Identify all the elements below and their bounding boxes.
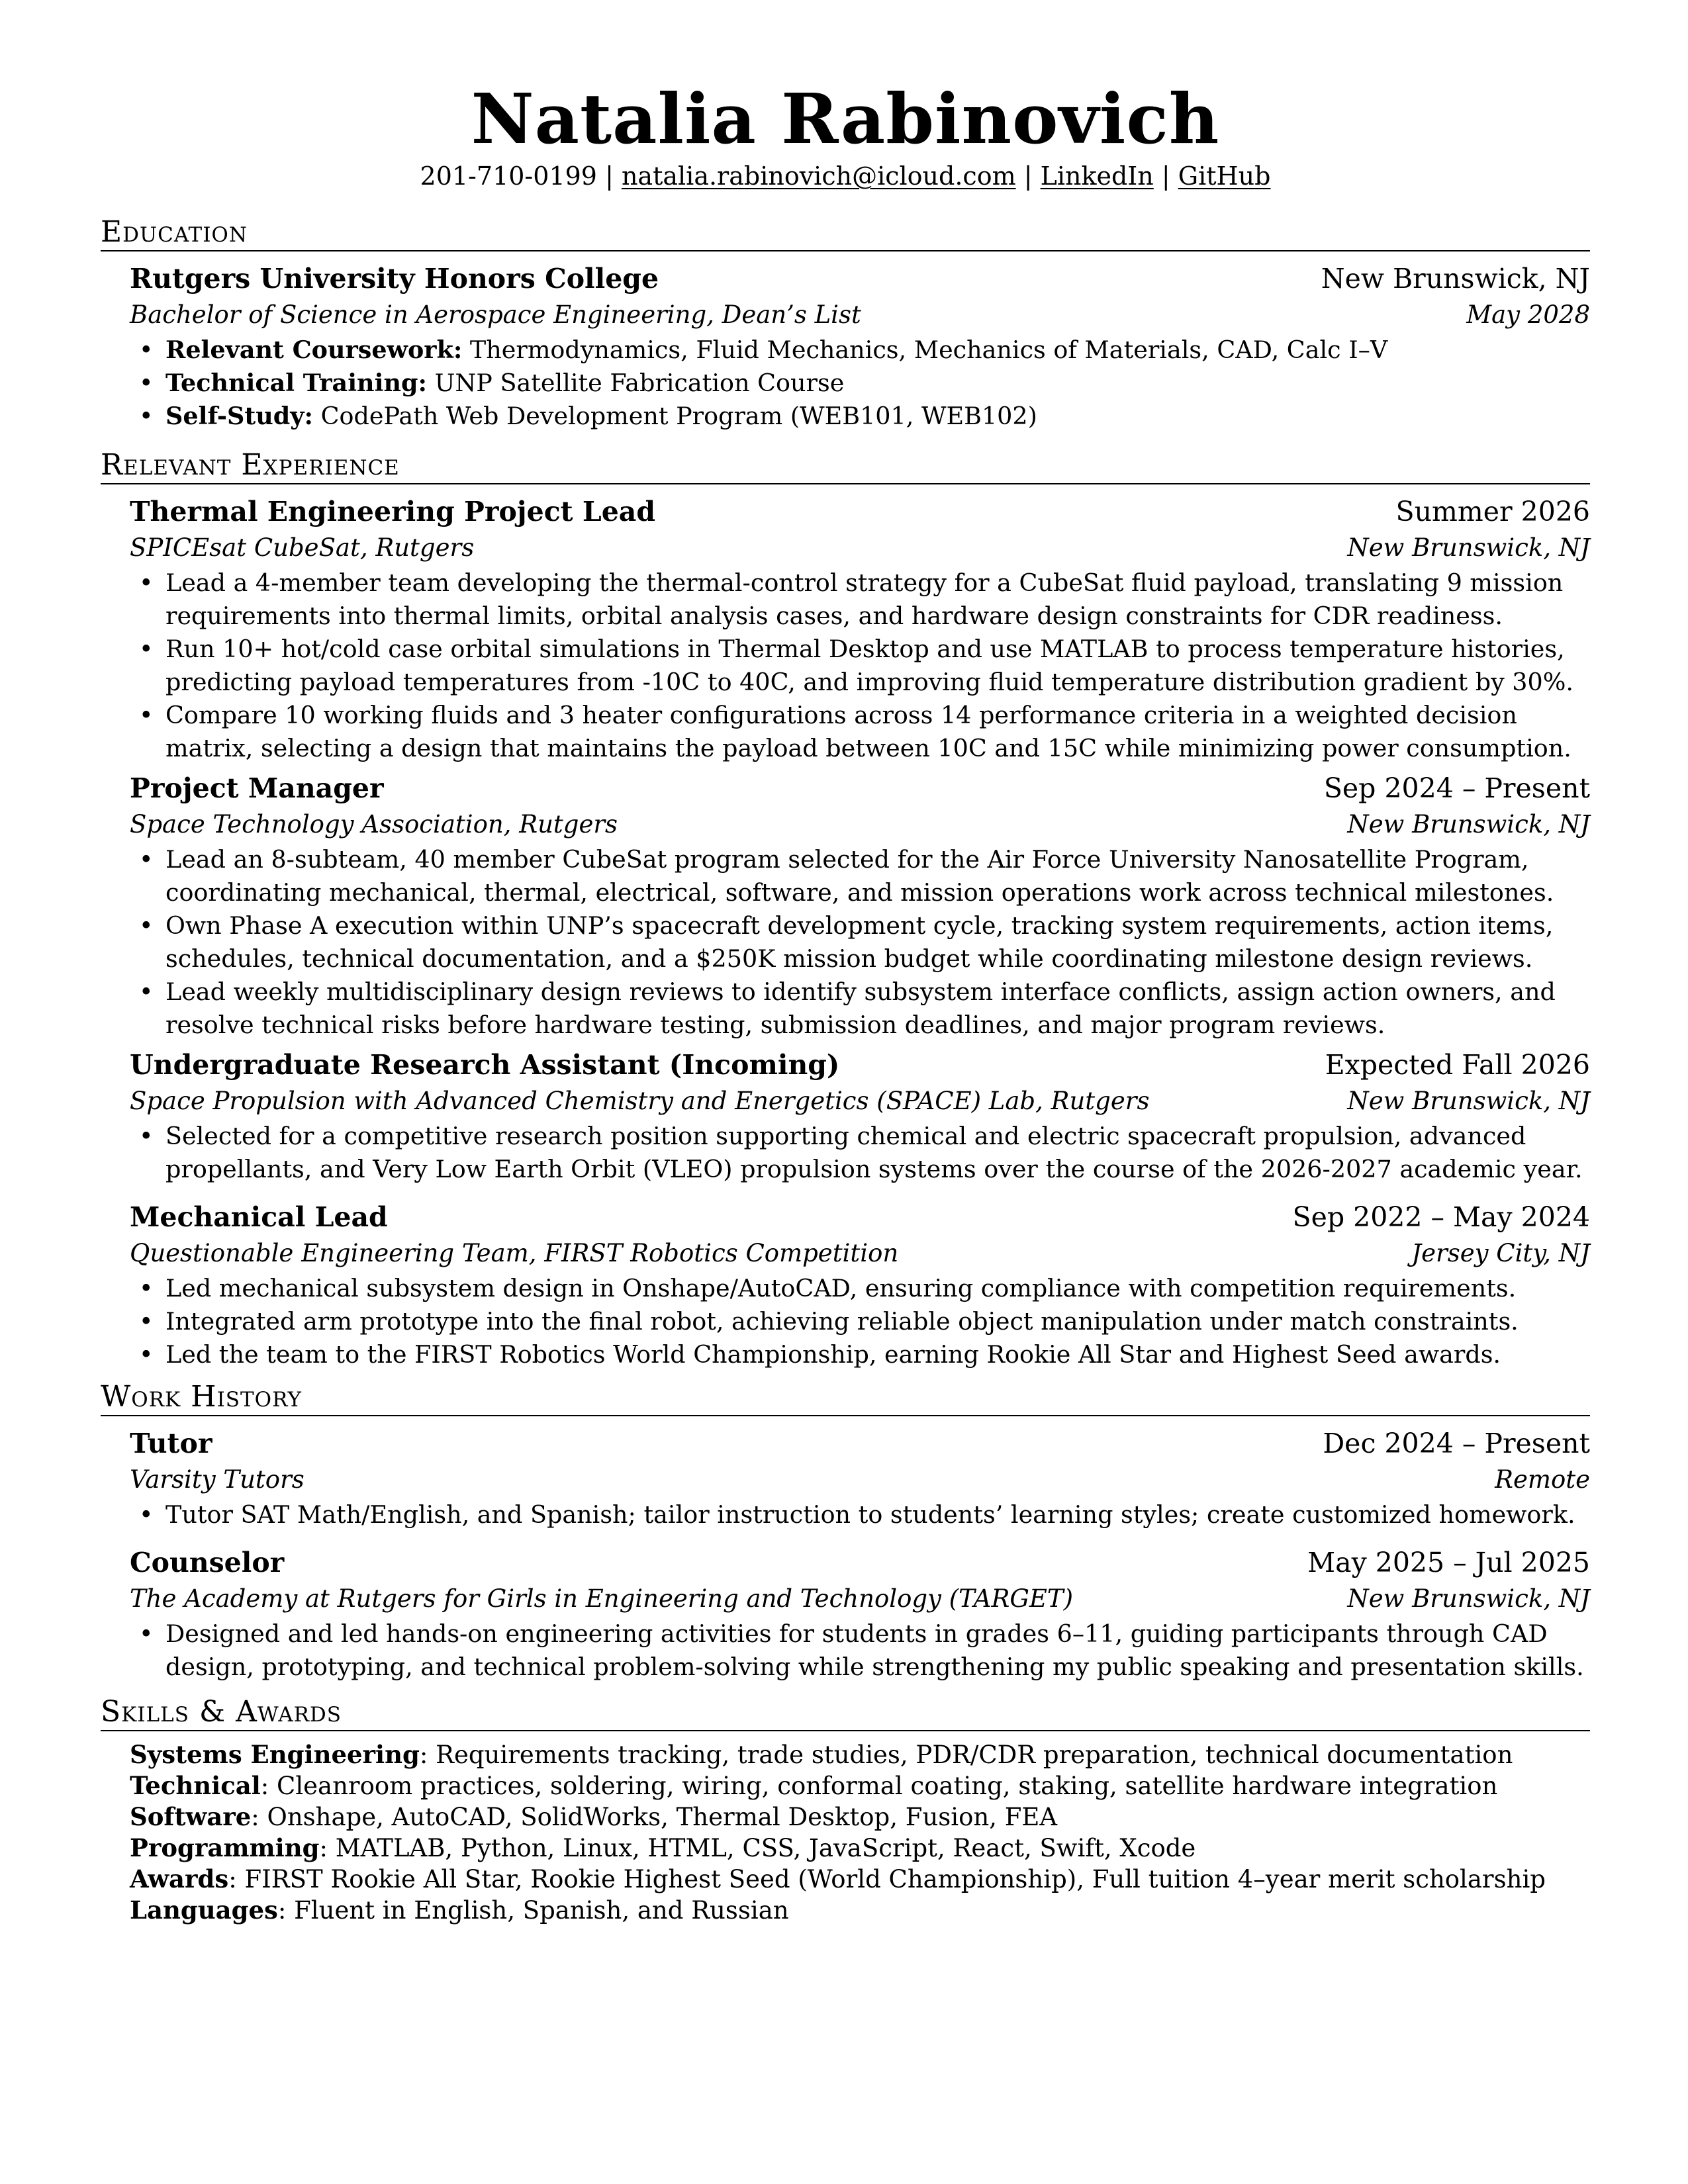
entry-subheader — [130, 1084, 1590, 1118]
job-date: May 2025 – Jul 2025 — [1307, 1547, 1590, 1578]
job-location: Remote — [1495, 1465, 1590, 1494]
bullet-item: • Compare 10 working fluids and 3 heater configurations across 14 performance criteria in a weighted decision matrix, selecting a design that maintains the payload between 10C and 15C while minimizing power consumption. — [165, 699, 1590, 765]
job-title: Counselor — [130, 1547, 285, 1578]
work-section — [101, 1379, 1590, 1684]
bullet-item: • Designed and led hands-on engineering activities for students in grades 6–11, guiding participants through CAD design, prototyping, and technical problem-solving while strengthening my public speaking and presentation skills. — [165, 1617, 1590, 1684]
education-item — [165, 367, 1590, 400]
entry-header — [130, 1046, 1590, 1084]
bullet-list — [130, 1120, 1590, 1186]
entry-subheader — [130, 298, 1590, 332]
entry-subheader — [130, 1463, 1590, 1497]
education-section — [101, 214, 1590, 433]
skill-text: : FIRST Rookie All Star, Rookie Highest Seed (World Championship), Full tuition 4–year merit scholarship — [228, 1865, 1546, 1893]
entry-subheader — [130, 807, 1590, 842]
section-title: Skills & Awards — [101, 1694, 1590, 1731]
candidate-name: Natalia Rabinovich — [471, 78, 1220, 159]
bullet-list — [130, 1498, 1590, 1531]
job-title: Undergraduate Research Assistant (Incoming) — [130, 1049, 840, 1081]
experience-entry — [101, 1198, 1590, 1371]
bullet-item: • Selected for a competitive research position supporting chemical and electric spacecraft propulsion, advanced propellants, and Very Low Earth Orbit (VLEO) propulsion systems over the course of the 2026-2027 academic year. — [165, 1120, 1590, 1186]
skill-line — [130, 1864, 1590, 1895]
contact-separator: | — [596, 161, 622, 191]
skill-label: Awards — [130, 1864, 229, 1893]
entry-subheader — [130, 1582, 1590, 1616]
organization: The Academy at Rutgers for Girls in Engineering and Technology (TARGET) — [130, 1584, 1074, 1613]
entry-subheader — [130, 531, 1590, 565]
entry-header — [130, 1198, 1590, 1236]
school-location: New Brunswick, NJ — [1321, 263, 1590, 295]
skill-line — [130, 1739, 1590, 1770]
education-item — [165, 334, 1590, 367]
contact-line — [101, 160, 1590, 192]
contact-separator: | — [1153, 161, 1178, 191]
job-date: Sep 2022 – May 2024 — [1292, 1201, 1590, 1233]
entry-subheader — [130, 1236, 1590, 1271]
bullet-item: • Led the team to the FIRST Robotics World Championship, earning Rookie All Star and Highest Seed awards. — [165, 1338, 1590, 1371]
education-entry — [101, 259, 1590, 433]
organization: Questionable Engineering Team, FIRST Robotics Competition — [130, 1239, 899, 1267]
skill-label: Programming — [130, 1833, 320, 1862]
skill-label: Languages — [130, 1895, 278, 1925]
organization: SPICEsat CubeSat, Rutgers — [130, 533, 475, 562]
job-title: Mechanical Lead — [130, 1201, 388, 1233]
bullet-item: • Led mechanical subsystem design in Onshape/AutoCAD, ensuring compliance with competition requirements. — [165, 1272, 1590, 1305]
item-label: Technical Training: — [165, 369, 427, 397]
skill-text: : Fluent in English, Spanish, and Russian — [277, 1896, 789, 1925]
skill-line — [130, 1801, 1590, 1833]
skills-list — [101, 1739, 1590, 1926]
job-date: Sep 2024 – Present — [1323, 772, 1590, 804]
entry-header — [130, 1543, 1590, 1582]
job-location: New Brunswick, NJ — [1347, 1087, 1590, 1115]
linkedin-link[interactable]: LinkedIn — [1040, 161, 1154, 191]
skill-line — [130, 1833, 1590, 1864]
email-link[interactable]: natalia.rabinovich@icloud.com — [621, 161, 1016, 191]
item-text: CodePath Web Development Program (WEB101, WEB102) — [312, 402, 1037, 430]
experience-entry — [101, 1424, 1590, 1531]
bullet-item: • Lead weekly multidisciplinary design reviews to identify subsystem interface conflicts, assign action owners, and resolve technical risks before hardware testing, submission deadlines, and major program reviews. — [165, 976, 1590, 1042]
bullet-list — [130, 567, 1590, 765]
bullet-item: • Lead an 8-subteam, 40 member CubeSat program selected for the Air Force University Nanosatellite Program, coordinating mechanical, thermal, electrical, software, and mission operations work across technical milestones. — [165, 843, 1590, 909]
github-link[interactable]: GitHub — [1178, 161, 1271, 191]
experience-entry — [101, 769, 1590, 1042]
entry-header — [130, 769, 1590, 807]
work-entries — [101, 1424, 1590, 1684]
bullet-list — [130, 1617, 1590, 1684]
job-title: Tutor — [130, 1428, 212, 1459]
job-title: Thermal Engineering Project Lead — [130, 496, 656, 527]
experience-section — [101, 447, 1590, 1371]
skill-text: : Requirements tracking, trade studies, PDR/CDR preparation, technical documentation — [419, 1741, 1513, 1769]
experience-entry — [101, 1046, 1590, 1186]
skill-text: : Cleanroom practices, soldering, wiring, conformal coating, staking, satellite hardware integration — [260, 1772, 1498, 1800]
bullet-item: • Tutor SAT Math/English, and Spanish; tailor instruction to students’ learning styles; create customized homework. — [165, 1498, 1590, 1531]
phone-number: 201-710-0199 — [420, 161, 597, 191]
job-location: New Brunswick, NJ — [1347, 810, 1590, 839]
organization: Space Technology Association, Rutgers — [130, 810, 618, 839]
experience-entries — [101, 492, 1590, 1371]
job-location: Jersey City, NJ — [1411, 1239, 1590, 1267]
experience-entry — [101, 1543, 1590, 1684]
skills-section — [101, 1694, 1590, 1926]
skill-line — [130, 1895, 1590, 1926]
skill-label: Systems Engineering — [130, 1740, 420, 1769]
job-location: New Brunswick, NJ — [1347, 533, 1590, 562]
school-name: Rutgers University Honors College — [130, 263, 659, 295]
item-label: Self-Study: — [165, 402, 313, 430]
education-item — [165, 400, 1590, 433]
entry-header — [130, 259, 1590, 298]
section-title: Relevant Experience — [101, 447, 1590, 484]
graduation-date: May 2028 — [1466, 300, 1590, 329]
skill-text: : Onshape, AutoCAD, SolidWorks, Thermal Desktop, Fusion, FEA — [251, 1803, 1058, 1831]
bullet-item: • Run 10+ hot/cold case orbital simulations in Thermal Desktop and use MATLAB to process temperature histories, predicting payload temperatures from -10C to 40C, and improving fluid temperature distribution gradient by 30%. — [165, 633, 1590, 699]
bullet-item: • Integrated arm prototype into the final robot, achieving reliable object manipulation under match constraints. — [165, 1305, 1590, 1338]
education-list — [130, 334, 1590, 433]
organization: Space Propulsion with Advanced Chemistry and Energetics (SPACE) Lab, Rutgers — [130, 1087, 1150, 1115]
job-date: Dec 2024 – Present — [1323, 1428, 1590, 1459]
bullet-list — [130, 1272, 1590, 1371]
skill-line — [130, 1770, 1590, 1801]
bullet-list — [130, 843, 1590, 1042]
organization: Varsity Tutors — [130, 1465, 305, 1494]
item-text: Thermodynamics, Fluid Mechanics, Mechanics of Materials, CAD, Calc I–V — [462, 336, 1388, 364]
contact-separator: | — [1015, 161, 1041, 191]
bullet-item: • Lead a 4-member team developing the thermal-control strategy for a CubeSat fluid payload, translating 9 mission requirements into thermal limits, orbital analysis cases, and hardware design constraints for CDR readiness. — [165, 567, 1590, 633]
skill-text: : MATLAB, Python, Linux, HTML, CSS, JavaScript, React, Swift, Xcode — [319, 1834, 1196, 1862]
item-label: Relevant Coursework: — [165, 336, 463, 364]
entry-header — [130, 1424, 1590, 1463]
entry-header — [130, 492, 1590, 531]
section-title: Education — [101, 214, 1590, 251]
job-date: Summer 2026 — [1395, 496, 1590, 527]
experience-entry — [101, 492, 1590, 765]
skill-label: Software — [130, 1802, 252, 1831]
job-date: Expected Fall 2026 — [1325, 1049, 1590, 1081]
skill-label: Technical — [130, 1771, 261, 1800]
job-title: Project Manager — [130, 772, 384, 804]
job-location: New Brunswick, NJ — [1347, 1584, 1590, 1613]
bullet-item: • Own Phase A execution within UNP’s spacecraft development cycle, tracking system requirements, action items, schedules, technical documentation, and a $250K mission budget while coordinating milestone design reviews. — [165, 909, 1590, 976]
item-text: UNP Satellite Fabrication Course — [427, 369, 845, 397]
degree: Bachelor of Science in Aerospace Engineering, Dean’s List — [130, 300, 861, 329]
section-title: Work History — [101, 1379, 1590, 1416]
